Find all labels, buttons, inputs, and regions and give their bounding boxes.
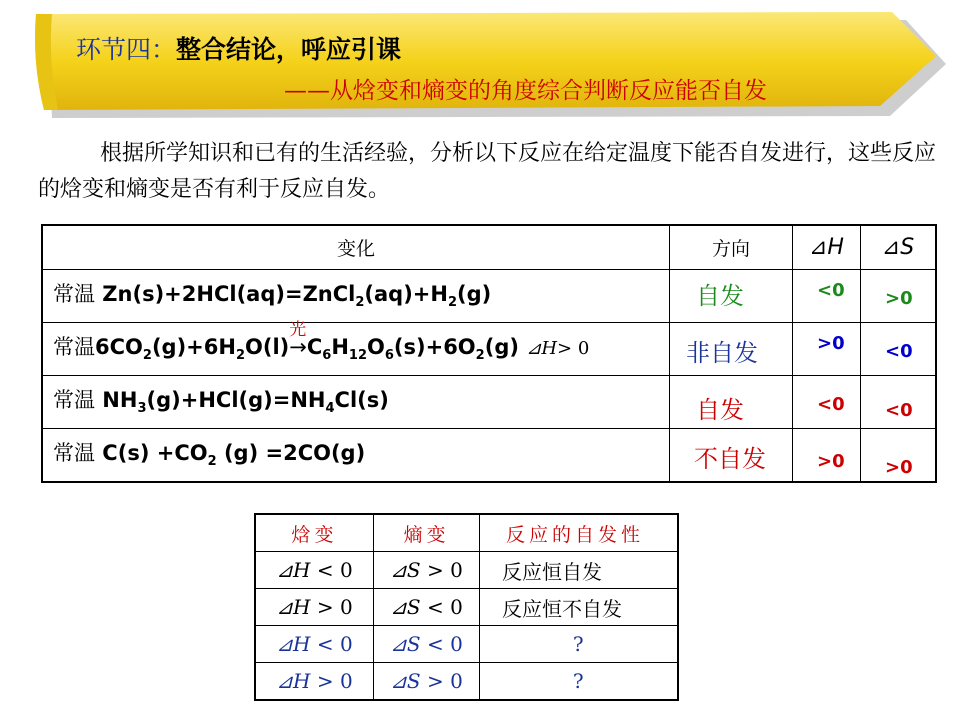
header-dH: ⊿H xyxy=(793,225,861,270)
table-row xyxy=(255,589,678,626)
intro-text: 根据所学知识和已有的生活经验，分析以下反应在给定温度下能否自发进行，这些反应的焓变和熵变是否有利于反应自发。 xyxy=(38,141,937,202)
rules-table xyxy=(254,513,679,701)
table-row xyxy=(42,376,936,429)
header-dS: ⊿S xyxy=(861,225,937,270)
dH-cell xyxy=(793,270,861,323)
dS-cell xyxy=(861,376,937,429)
dS-value: >0 xyxy=(885,457,913,478)
dS-condition: ⊿S < 0 xyxy=(374,589,480,626)
dH-value: >0 xyxy=(817,451,845,472)
dS-cell xyxy=(861,429,937,483)
banner-title xyxy=(76,30,401,66)
direction-value: 自发 xyxy=(696,396,744,424)
title-banner xyxy=(0,0,960,130)
reaction-equation: 常温 $Zn(s)+2HCl(aq)=ZnCl_2(aq)+H_2(g)$ xyxy=(53,282,492,311)
table-row xyxy=(42,429,936,483)
direction-value: 不自发 xyxy=(694,445,766,473)
direction-cell xyxy=(670,376,793,429)
dH-cell xyxy=(793,429,861,483)
dS-cell xyxy=(861,270,937,323)
reactions-table-header xyxy=(42,225,936,270)
reaction-cell xyxy=(42,376,670,429)
reactions-table xyxy=(41,224,937,483)
dH-condition: ⊿H < 0 xyxy=(255,626,374,663)
header-enthalpy: 焓变 xyxy=(255,514,374,552)
dH-value: >0 xyxy=(817,333,845,354)
table-row xyxy=(255,552,678,589)
banner-subtitle: ——从焓变和熵变的角度综合判断反应能否自发 xyxy=(284,78,767,104)
direction-value: 自发 xyxy=(696,282,744,310)
dH-condition: ⊿H > 0 xyxy=(255,589,374,626)
spontaneity-result: 反应恒不自发 xyxy=(480,589,678,626)
dH-condition: ⊿H > 0 xyxy=(255,663,374,701)
light-arrow: 光 → xyxy=(289,335,307,359)
section-title: 整合结论，呼应引课 xyxy=(176,35,402,64)
spontaneity-result: 反应恒自发 xyxy=(480,552,678,589)
header-entropy: 熵变 xyxy=(374,514,480,552)
dS-condition: ⊿S < 0 xyxy=(374,626,480,663)
direction-cell xyxy=(670,429,793,483)
dH-value: <0 xyxy=(817,394,845,415)
dS-condition: ⊿S > 0 xyxy=(374,663,480,701)
table-row xyxy=(42,323,936,376)
table-row xyxy=(42,270,936,323)
reaction-equation: 常温 $NH_3(g)+HCl(g)=NH_4Cl(s)$ xyxy=(53,388,389,417)
light-condition: 光 xyxy=(289,320,307,340)
dS-value: <0 xyxy=(885,341,913,362)
reaction-equation: 常温 $C(s) +CO_2$ (g) =2CO(g) xyxy=(53,441,366,470)
reaction-cell xyxy=(42,270,670,323)
header-spontaneity: 反应的自发性 xyxy=(480,514,678,552)
dh-inline-value: > 0 xyxy=(557,338,590,359)
dH-condition: ⊿H < 0 xyxy=(255,552,374,589)
direction-cell xyxy=(670,270,793,323)
dS-condition: ⊿S > 0 xyxy=(374,552,480,589)
direction-value: 非自发 xyxy=(686,339,758,367)
spontaneity-result: ? xyxy=(480,626,678,663)
direction-cell xyxy=(670,323,793,376)
section-label: 环节四： xyxy=(76,35,177,64)
dH-cell xyxy=(793,323,861,376)
intro-paragraph xyxy=(38,136,948,208)
dS-cell xyxy=(861,323,937,376)
reaction-equation: 常温$6CO_2(g)+6H_2O(l)$ 光 $\to C_6H_{12}O_6(s)+6O_2(g)$ ⊿H> 0 xyxy=(53,331,589,363)
dh-label: ⊿H xyxy=(526,338,558,359)
dH-cell xyxy=(793,376,861,429)
spontaneity-result: ? xyxy=(480,663,678,701)
rules-table-header xyxy=(255,514,678,552)
header-direction: 方向 xyxy=(670,225,793,270)
reaction-cell xyxy=(42,320,670,376)
dS-value: <0 xyxy=(885,400,913,421)
dS-value: >0 xyxy=(885,288,913,309)
table-row xyxy=(255,626,678,663)
table-row xyxy=(255,663,678,701)
reaction-cell xyxy=(42,429,670,483)
header-change: 变化 xyxy=(42,225,670,270)
dH-value: <0 xyxy=(817,280,845,301)
